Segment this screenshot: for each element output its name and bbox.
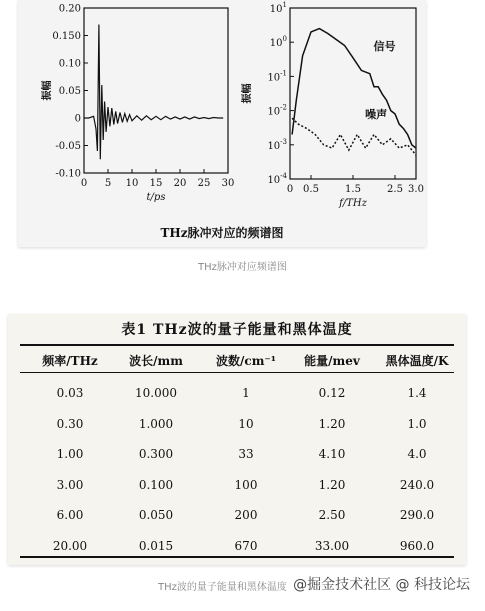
table-header-cell: 黑体温度/K <box>385 354 449 368</box>
table-header-cell: 频率/THz <box>42 354 98 368</box>
left-y-tick-label: 0.150 <box>52 31 81 42</box>
table-cell: 20.00 <box>52 538 88 553</box>
right-x-tick-label: 0.5 <box>303 184 319 195</box>
left-x-tick-label: 25 <box>197 178 211 189</box>
figure-caption: THz脉冲对应的频谱图 <box>160 226 284 240</box>
table-cell: 4.10 <box>318 447 346 461</box>
table-title: 表1 THz波的量子能量和黑体温度 <box>121 322 353 338</box>
table-header-cell: 波长/mm <box>129 354 183 368</box>
table-header-cell: 波数/cm⁻¹ <box>216 354 276 368</box>
table-cell: 0.12 <box>318 386 346 400</box>
table-cell: 200 <box>234 508 258 522</box>
table-cell: 0.100 <box>138 477 174 492</box>
table-cell: 100 <box>234 477 258 492</box>
table-cell: 290.0 <box>399 508 435 522</box>
table-cell: 0.050 <box>138 508 174 522</box>
table-cell: 1.00 <box>56 447 84 461</box>
left-x-tick-label: 20 <box>173 178 187 189</box>
right-x-tick-label: 1.5 <box>345 184 361 195</box>
table-cell: 33.00 <box>314 538 350 553</box>
noise-series-line <box>292 118 416 155</box>
table-web-caption: THz波的量子能量和黑体温度 <box>158 582 287 593</box>
signal-series-line <box>292 29 416 149</box>
right-y-tick-label: $10^1$ <box>269 1 287 15</box>
signal-series-label: 信号 <box>373 39 396 53</box>
left-y-tick-label: 0.20 <box>58 3 81 15</box>
table-cell: 1.4 <box>407 386 427 400</box>
right-y-axis-label: 振幅 <box>242 83 253 104</box>
left-x-tick-label: 0 <box>80 178 88 189</box>
table-cell: 4.0 <box>407 447 427 461</box>
left-x-tick-label: 30 <box>221 178 235 189</box>
left-y-tick-label: -0.10 <box>55 168 81 180</box>
table-header-rule <box>20 372 454 373</box>
right-x-tick-label: 3.0 <box>408 184 424 195</box>
left-plot-frame <box>84 8 228 173</box>
table-cell: 2.50 <box>318 508 346 522</box>
left-y-tick-label: 0.10 <box>58 58 81 70</box>
noise-series-label: 噪声 <box>365 108 388 122</box>
spectrum-figure-svg <box>18 0 426 247</box>
table-cell: 0.015 <box>138 538 174 553</box>
table-bottom-rule <box>20 556 454 558</box>
left-y-tick-label: -0.05 <box>55 141 81 152</box>
table-cell: 33 <box>238 447 254 461</box>
left-y-tick-label: 0.05 <box>58 86 81 97</box>
table-cell: 670 <box>234 538 258 553</box>
table-header-cell: 能量/mev <box>304 354 360 368</box>
left-x-tick-label: 5 <box>104 178 112 189</box>
left-y-tick-label: 0 <box>74 113 81 125</box>
spectrum-figure <box>18 0 426 247</box>
table-cell: 1 <box>242 386 250 400</box>
right-plot-frame <box>290 8 416 179</box>
figure-web-caption: THz脉冲对应频谱图 <box>198 262 287 273</box>
table-cell: 0.300 <box>138 447 174 461</box>
right-y-tick-label: $10^{-1}$ <box>267 69 287 84</box>
site-watermark: @掘金技术社区 @ 科技论坛 <box>290 574 473 594</box>
table-top-rule <box>20 344 454 346</box>
table-cell: 960.0 <box>399 538 435 553</box>
table-cell: 240.0 <box>399 477 435 492</box>
quantum-energy-table <box>8 314 466 565</box>
table-cell: 10.000 <box>135 386 177 400</box>
right-x-tick-label: 2.5 <box>387 184 403 195</box>
right-y-tick-label: $10^0$ <box>269 35 287 50</box>
right-y-tick-label: $10^{-2}$ <box>267 103 287 118</box>
right-y-tick-label: $10^{-3}$ <box>267 137 287 152</box>
table-cell: 0.03 <box>56 386 84 400</box>
table-cell: 1.20 <box>318 416 346 431</box>
table-cell: 6.00 <box>56 508 84 522</box>
left-pulse-line <box>84 25 223 160</box>
left-y-axis-label: 振幅 <box>42 80 53 101</box>
table-cell: 1.000 <box>138 416 174 431</box>
left-x-axis-label: t/ps <box>146 192 166 203</box>
right-y-tick-label: $10^{-4}$ <box>267 172 287 186</box>
table-cell: 10 <box>238 416 254 431</box>
right-x-tick-label: 0 <box>286 184 294 195</box>
right-x-axis-label: f/THz <box>339 198 367 209</box>
table-cell: 0.30 <box>56 416 84 431</box>
table-cell: 3.00 <box>56 477 84 492</box>
left-x-tick-label: 15 <box>149 178 163 189</box>
table-cell: 1.0 <box>407 416 427 431</box>
left-x-tick-label: 10 <box>125 178 139 189</box>
table-cell: 1.20 <box>318 477 346 492</box>
